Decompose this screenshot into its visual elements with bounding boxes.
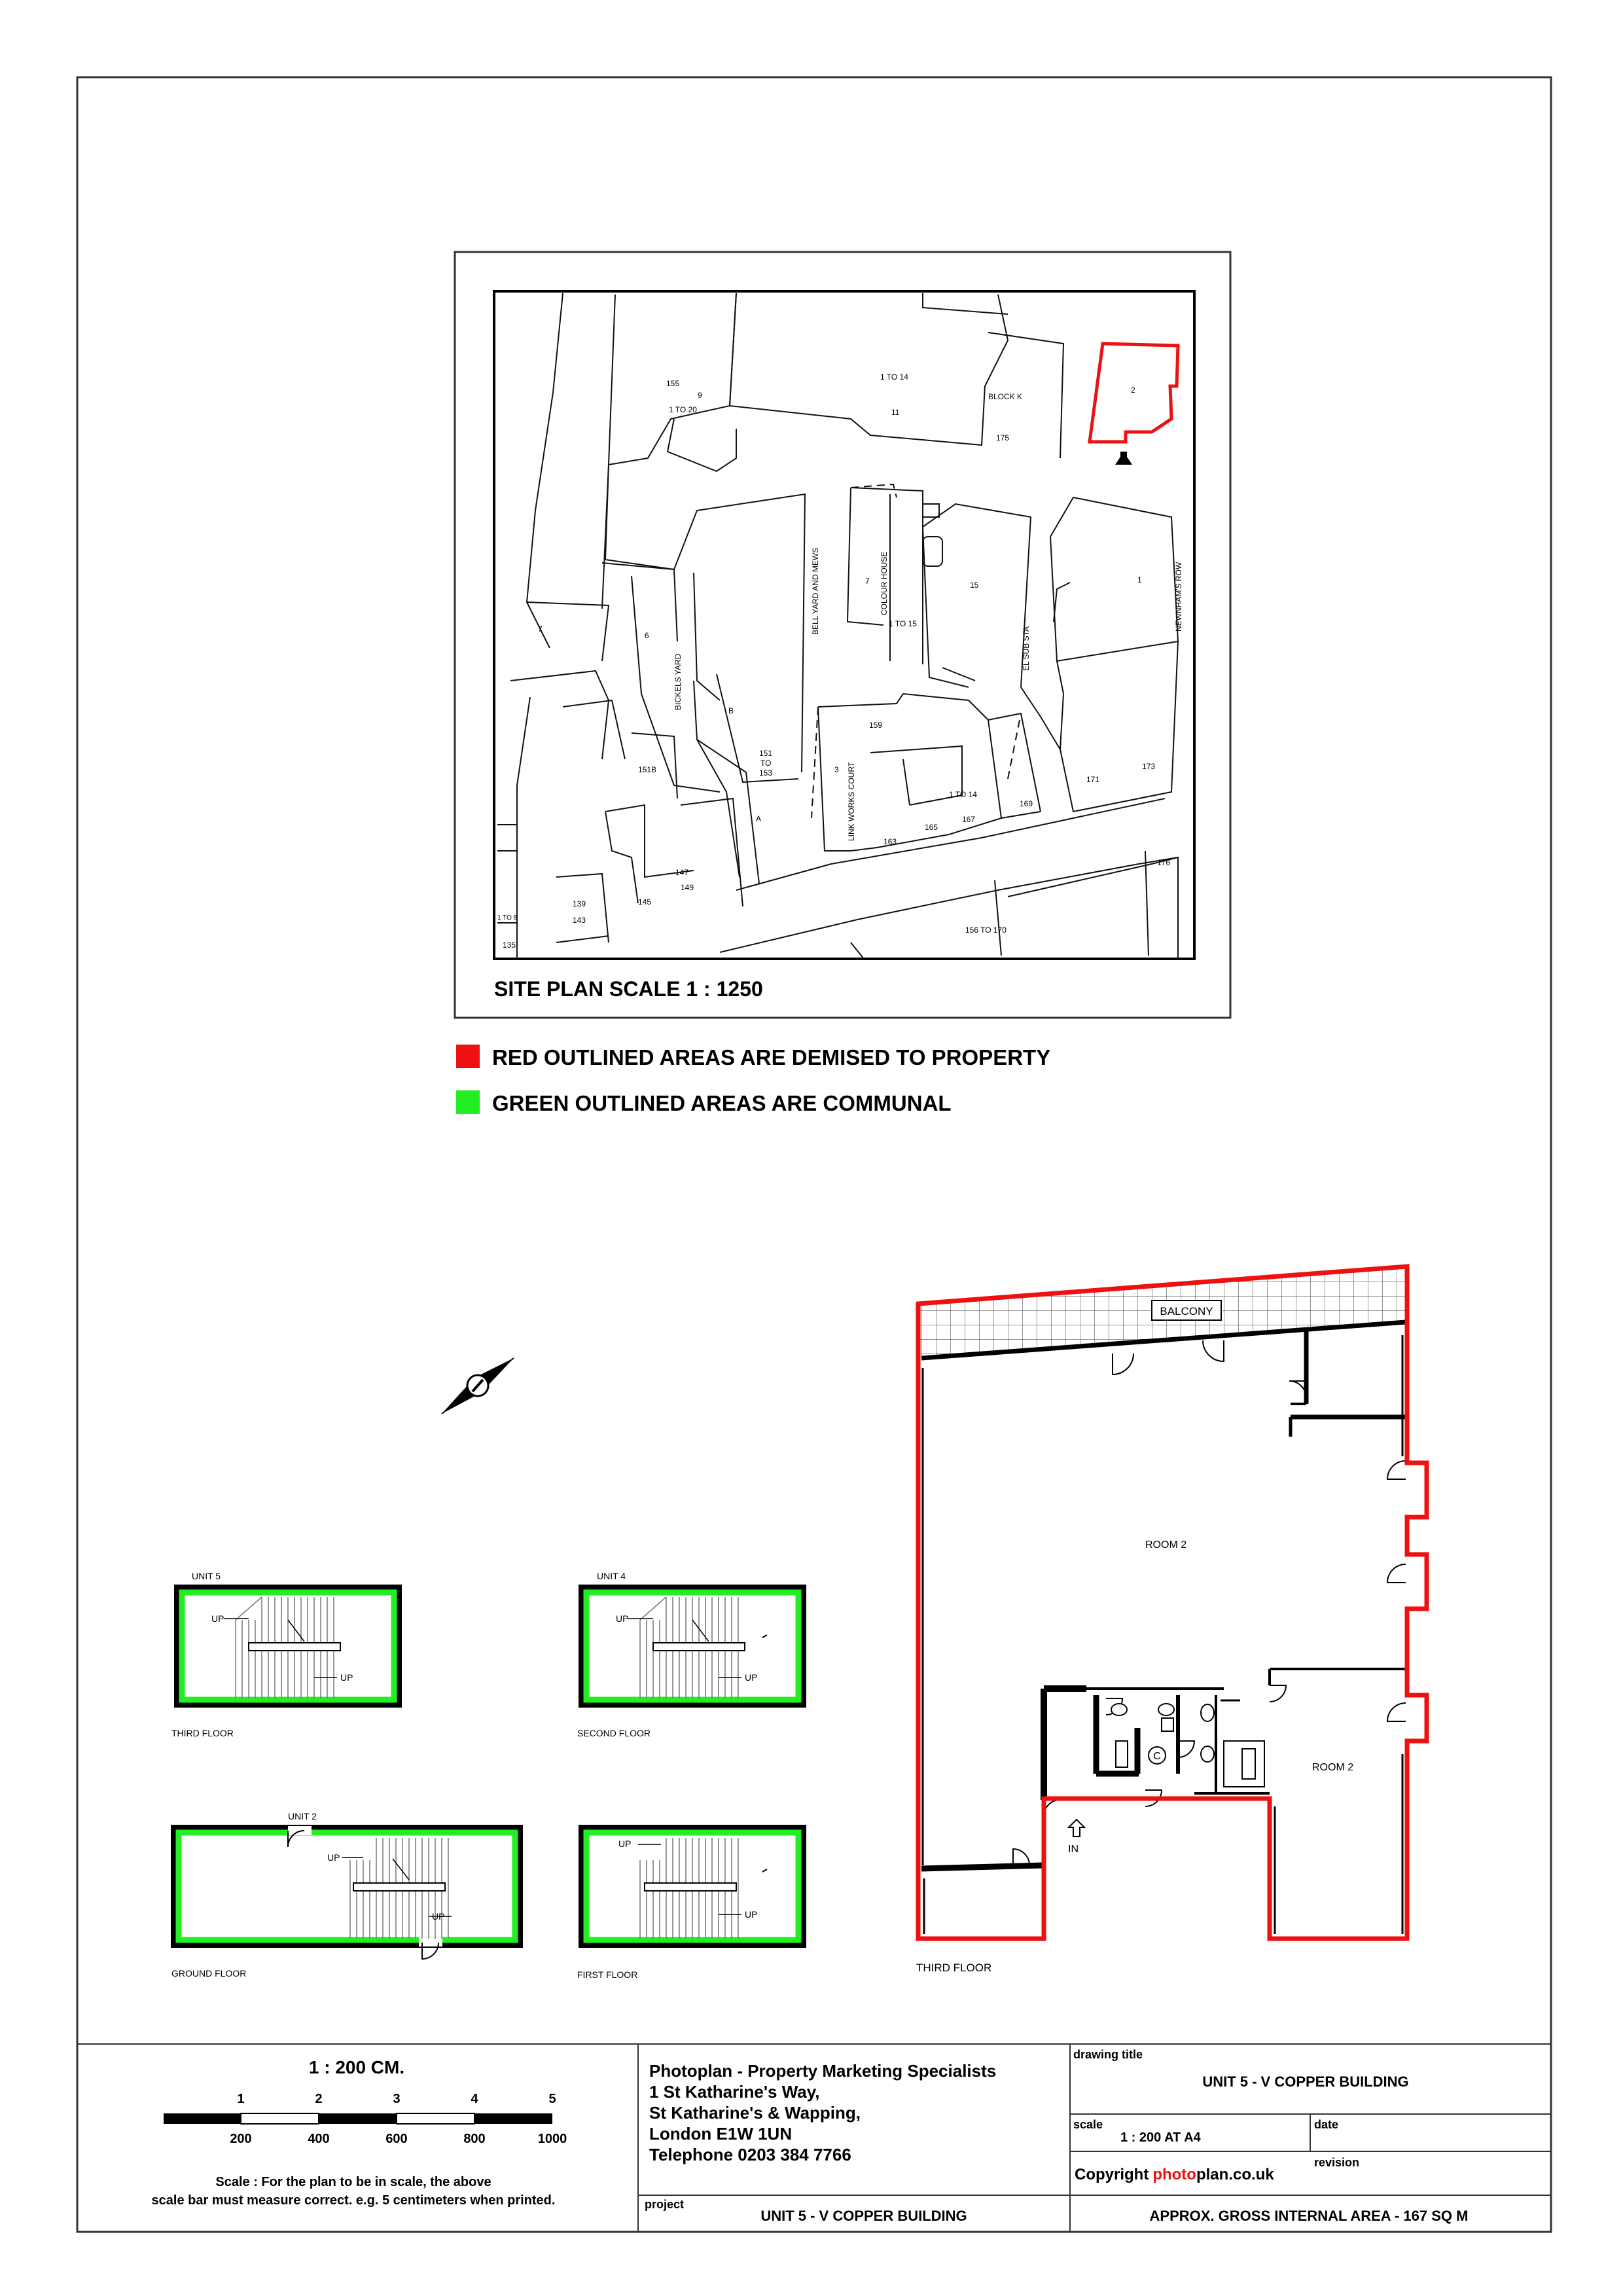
copyright-prefix: Copyright: [1075, 2166, 1149, 2183]
label-block-k: BLOCK K: [988, 392, 1023, 401]
toilet-icon: [1201, 1746, 1214, 1762]
label-149: 149: [681, 883, 694, 892]
label-1-to-14-upper: 1 TO 14: [880, 372, 908, 382]
stair-unit-label: UNIT 2: [288, 1811, 317, 1821]
label-176: 176: [1157, 858, 1171, 867]
label-1-to-8: 1 TO 8: [497, 914, 518, 922]
scale-title: 1 : 200 CM.: [308, 2057, 405, 2077]
label-6: 6: [645, 631, 649, 640]
gross-internal-area: APPROX. GROSS INTERNAL AREA - 167 SQ M: [1149, 2208, 1469, 2224]
scale-bar-top-label: 1: [237, 2092, 245, 2106]
stair-up-label: UP: [211, 1613, 224, 1624]
label-el-sub-sta: EL SUB STA: [1022, 626, 1031, 671]
stair-unit-label: UNIT 5: [192, 1571, 221, 1581]
label-173: 173: [1142, 762, 1156, 771]
cupboard-symbol: C: [1153, 1751, 1161, 1762]
label-2: 2: [1131, 386, 1135, 395]
label-151b: 151B: [638, 765, 657, 774]
scale-bar-top-label: 5: [548, 2092, 556, 2106]
stair-floor-label: FIRST FLOOR: [577, 1969, 638, 1980]
label-155: 155: [666, 379, 680, 388]
label-link-works-court: LINK WORKS COURT: [847, 761, 856, 841]
site-plan: [455, 252, 1230, 1018]
label-15: 15: [970, 581, 979, 590]
stair-up-label: UP: [745, 1909, 758, 1920]
interior-walls: [921, 1322, 1407, 1869]
label-9: 9: [698, 391, 702, 400]
stair-floor-label: GROUND FLOOR: [171, 1968, 247, 1979]
company-address-3: London E1W 1UN: [649, 2124, 793, 2144]
label-1: 1: [1137, 575, 1142, 584]
scale-bar-bottom-label: 1000: [537, 2132, 567, 2146]
label-7-centre: 7: [865, 577, 870, 586]
title-block: [77, 2044, 1551, 2232]
label-bell-yard: BELL YARD AND MEWS: [811, 547, 820, 635]
sink-icon: [1242, 1749, 1255, 1779]
main-plan-floor-label: THIRD FLOOR: [916, 1962, 992, 1974]
label-163: 163: [883, 837, 897, 846]
scale-value: 1 : 200 AT A4: [1120, 2130, 1201, 2145]
label-3: 3: [834, 765, 839, 774]
basin-icon: [1158, 1704, 1174, 1715]
stair-up-label: UP: [616, 1613, 629, 1624]
legend: [456, 1045, 1050, 1115]
drawing-title-label: drawing title: [1073, 2048, 1143, 2061]
revision-label: revision: [1314, 2156, 1360, 2169]
stair-floor-label: THIRD FLOOR: [171, 1728, 234, 1738]
scale-bar-top-label: 3: [393, 2092, 401, 2106]
stair-plan-third-floor: [171, 1571, 399, 1738]
label-1-to-20: 1 TO 20: [669, 405, 697, 414]
stair-floor-label: SECOND FLOOR: [577, 1728, 651, 1738]
scale-note-line-2: scale bar must measure correct. e.g. 5 centimeters when printed.: [151, 2193, 556, 2208]
entrance-arrow-icon: [1069, 1820, 1084, 1837]
label-175: 175: [996, 433, 1010, 442]
label-171: 171: [1086, 775, 1100, 784]
stair-plan-second-floor: [577, 1571, 804, 1738]
scale-bar-bottom-label: 200: [230, 2132, 252, 2146]
legend-red-text: RED OUTLINED AREAS ARE DEMISED TO PROPERTY: [492, 1045, 1051, 1069]
entrance-label: IN: [1068, 1844, 1079, 1855]
label-153: 153: [759, 768, 773, 778]
label-a: A: [756, 814, 762, 823]
legend-red-swatch: [456, 1045, 480, 1068]
company-telephone: Telephone 0203 384 7766: [649, 2145, 851, 2164]
label-156-to-170: 156 TO 170: [965, 925, 1007, 935]
svg-text:Copyrightphotoplan.co.uk: [1075, 2166, 1274, 2183]
label-bickels-yard: BICKELS YARD: [673, 653, 683, 710]
room-2-upper-label: ROOM 2: [1145, 1539, 1187, 1551]
stair-unit-label: UNIT 4: [597, 1571, 626, 1581]
drawing-title: UNIT 5 - V COPPER BUILDING: [1202, 2073, 1409, 2090]
window-marks: [923, 1335, 1402, 1934]
scale-bar-top-label: 4: [471, 2092, 478, 2106]
copyright-brand: photo: [1152, 2166, 1196, 2183]
main-floor-plan: [916, 1266, 1427, 1974]
scale-note-line-1: Scale : For the plan to be in scale, the above: [215, 2175, 491, 2189]
label-147: 147: [675, 868, 689, 877]
date-label: date: [1314, 2118, 1339, 2131]
label-1-to-14-lower: 1 TO 14: [949, 790, 977, 799]
stair-up-label: UP: [745, 1672, 758, 1683]
label-135: 135: [503, 941, 516, 950]
company-address-1: 1 St Katharine's Way,: [649, 2082, 820, 2102]
demised-area-outline: [918, 1266, 1427, 1939]
stair-up-label: UP: [618, 1839, 632, 1849]
scale-bar-bottom-label: 800: [463, 2132, 486, 2146]
label-145: 145: [638, 897, 652, 906]
copyright-brand-2: plan: [1196, 2166, 1229, 2183]
room-2-lower-label: ROOM 2: [1312, 1762, 1354, 1773]
label-to: TO: [760, 759, 772, 768]
label-1-to-15: 1 TO 15: [889, 619, 917, 628]
company-name: Photoplan - Property Marketing Specialists: [649, 2061, 997, 2081]
toilet-icon: [1201, 1704, 1214, 1721]
label-169: 169: [1020, 799, 1033, 808]
scale-bar: [164, 2113, 552, 2124]
label-159: 159: [869, 721, 883, 730]
scale-bar-top-label: 2: [315, 2092, 323, 2106]
label-165: 165: [925, 823, 938, 832]
company-address-2: St Katharine's & Wapping,: [649, 2103, 861, 2123]
scale-bar-bottom-label: 600: [385, 2132, 408, 2146]
toilet-icon: [1162, 1718, 1173, 1731]
copyright-line: [1075, 2166, 1274, 2183]
label-139: 139: [573, 899, 586, 908]
stair-plan-ground-floor: [171, 1811, 520, 1979]
project-value: UNIT 5 - V COPPER BUILDING: [760, 2208, 967, 2224]
stair-up-label: UP: [432, 1911, 445, 1922]
site-plan-map-frame: [494, 291, 1194, 959]
stair-plan-first-floor: [577, 1827, 804, 1980]
label-newnhams-row: NEWNHAM'S ROW: [1174, 562, 1183, 632]
north-compass-icon: [442, 1358, 514, 1414]
label-b: B: [728, 706, 734, 715]
label-167: 167: [962, 815, 976, 824]
vanity-icon: [1116, 1741, 1128, 1767]
stair-up-label: UP: [340, 1672, 353, 1683]
copyright-suffix: .co.uk: [1228, 2166, 1274, 2183]
legend-green-swatch: [456, 1090, 480, 1114]
label-7-left: 7: [538, 624, 543, 634]
stair-up-label: UP: [327, 1852, 340, 1863]
scale-bar-bottom-label: 400: [308, 2132, 330, 2146]
site-plan-title: SITE PLAN SCALE 1 : 1250: [494, 977, 763, 1001]
balcony-label: BALCONY: [1160, 1305, 1213, 1318]
label-143: 143: [573, 916, 586, 925]
project-label: project: [645, 2198, 685, 2211]
scale-label: scale: [1073, 2118, 1103, 2131]
legend-green-text: GREEN OUTLINED AREAS ARE COMMUNAL: [492, 1091, 952, 1115]
basin-icon: [1111, 1704, 1127, 1715]
label-colour-house: COLOUR HOUSE: [880, 551, 889, 615]
label-151: 151: [759, 749, 773, 758]
label-11: 11: [891, 408, 900, 417]
